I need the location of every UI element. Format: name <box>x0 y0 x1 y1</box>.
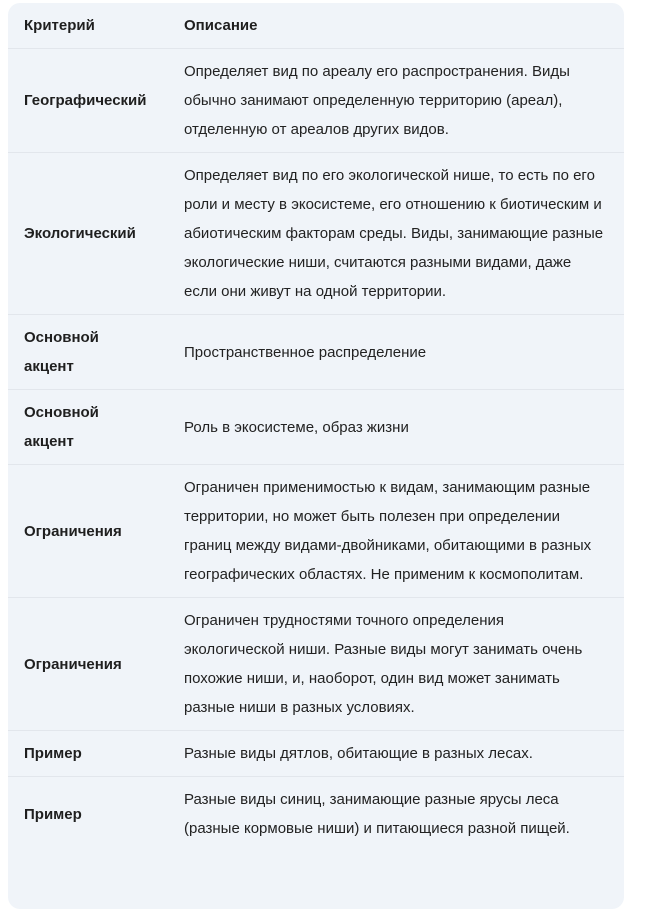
table-row <box>8 390 624 465</box>
criterion-cell: Пример <box>24 745 82 762</box>
table-row <box>8 49 624 153</box>
table-header-row <box>8 3 624 49</box>
description-cell: Ограничен трудностями точного определения экологической ниши. Разные виды могут занимать очень похожие ниши, и, наоборот, один вид может занимать разные ниши в разных условиях. <box>184 612 583 716</box>
header-description: Описание <box>184 17 258 34</box>
description-cell: Определяет вид по его экологической нише, то есть по его роли и месту в экосистеме, его отношению к биотическим и абиотическим факторам среды. Виды, занимающие разные экологические ниши, считаются разными видами, даже если они живут на одной территории. <box>184 167 604 300</box>
criterion-cell: Основной акцент <box>24 329 99 375</box>
table-row <box>8 315 624 390</box>
table-row <box>8 777 624 852</box>
description-cell: Разные виды синиц, занимающие разные ярусы леса (разные кормовые ниши) и питающиеся разной пищей. <box>184 791 570 837</box>
header-criterion: Критерий <box>24 17 95 34</box>
description-cell: Роль в экосистеме, образ жизни <box>184 418 409 436</box>
table-row <box>8 153 624 315</box>
criterion-cell: Пример <box>24 805 82 823</box>
criterion-cell: Основной акцент <box>24 404 99 450</box>
criterion-cell: Экологический <box>24 225 136 242</box>
comparison-table-card <box>8 3 624 909</box>
criterion-cell: Ограничения <box>24 655 122 673</box>
table-row <box>8 731 624 777</box>
description-cell: Ограничен применимостью к видам, занимающим разные территории, но может быть полезен при определении границ между видами-двойниками, обитающими в разных географических областях. Не применим к космополитам. <box>184 479 592 583</box>
table-row <box>8 598 624 731</box>
table-header <box>8 3 624 49</box>
description-cell: Разные виды дятлов, обитающие в разных лесах. <box>184 745 533 762</box>
criterion-cell: Ограничения <box>24 522 122 540</box>
description-cell: Определяет вид по ареалу его распространения. Виды обычно занимают определенную территорию (ареал), отделенную от ареалов других видов. <box>184 63 570 138</box>
description-cell: Пространственное распределение <box>184 343 427 361</box>
table-body <box>8 49 624 852</box>
table-row <box>8 465 624 598</box>
comparison-table <box>8 3 624 851</box>
criterion-cell: Географический <box>24 92 147 109</box>
